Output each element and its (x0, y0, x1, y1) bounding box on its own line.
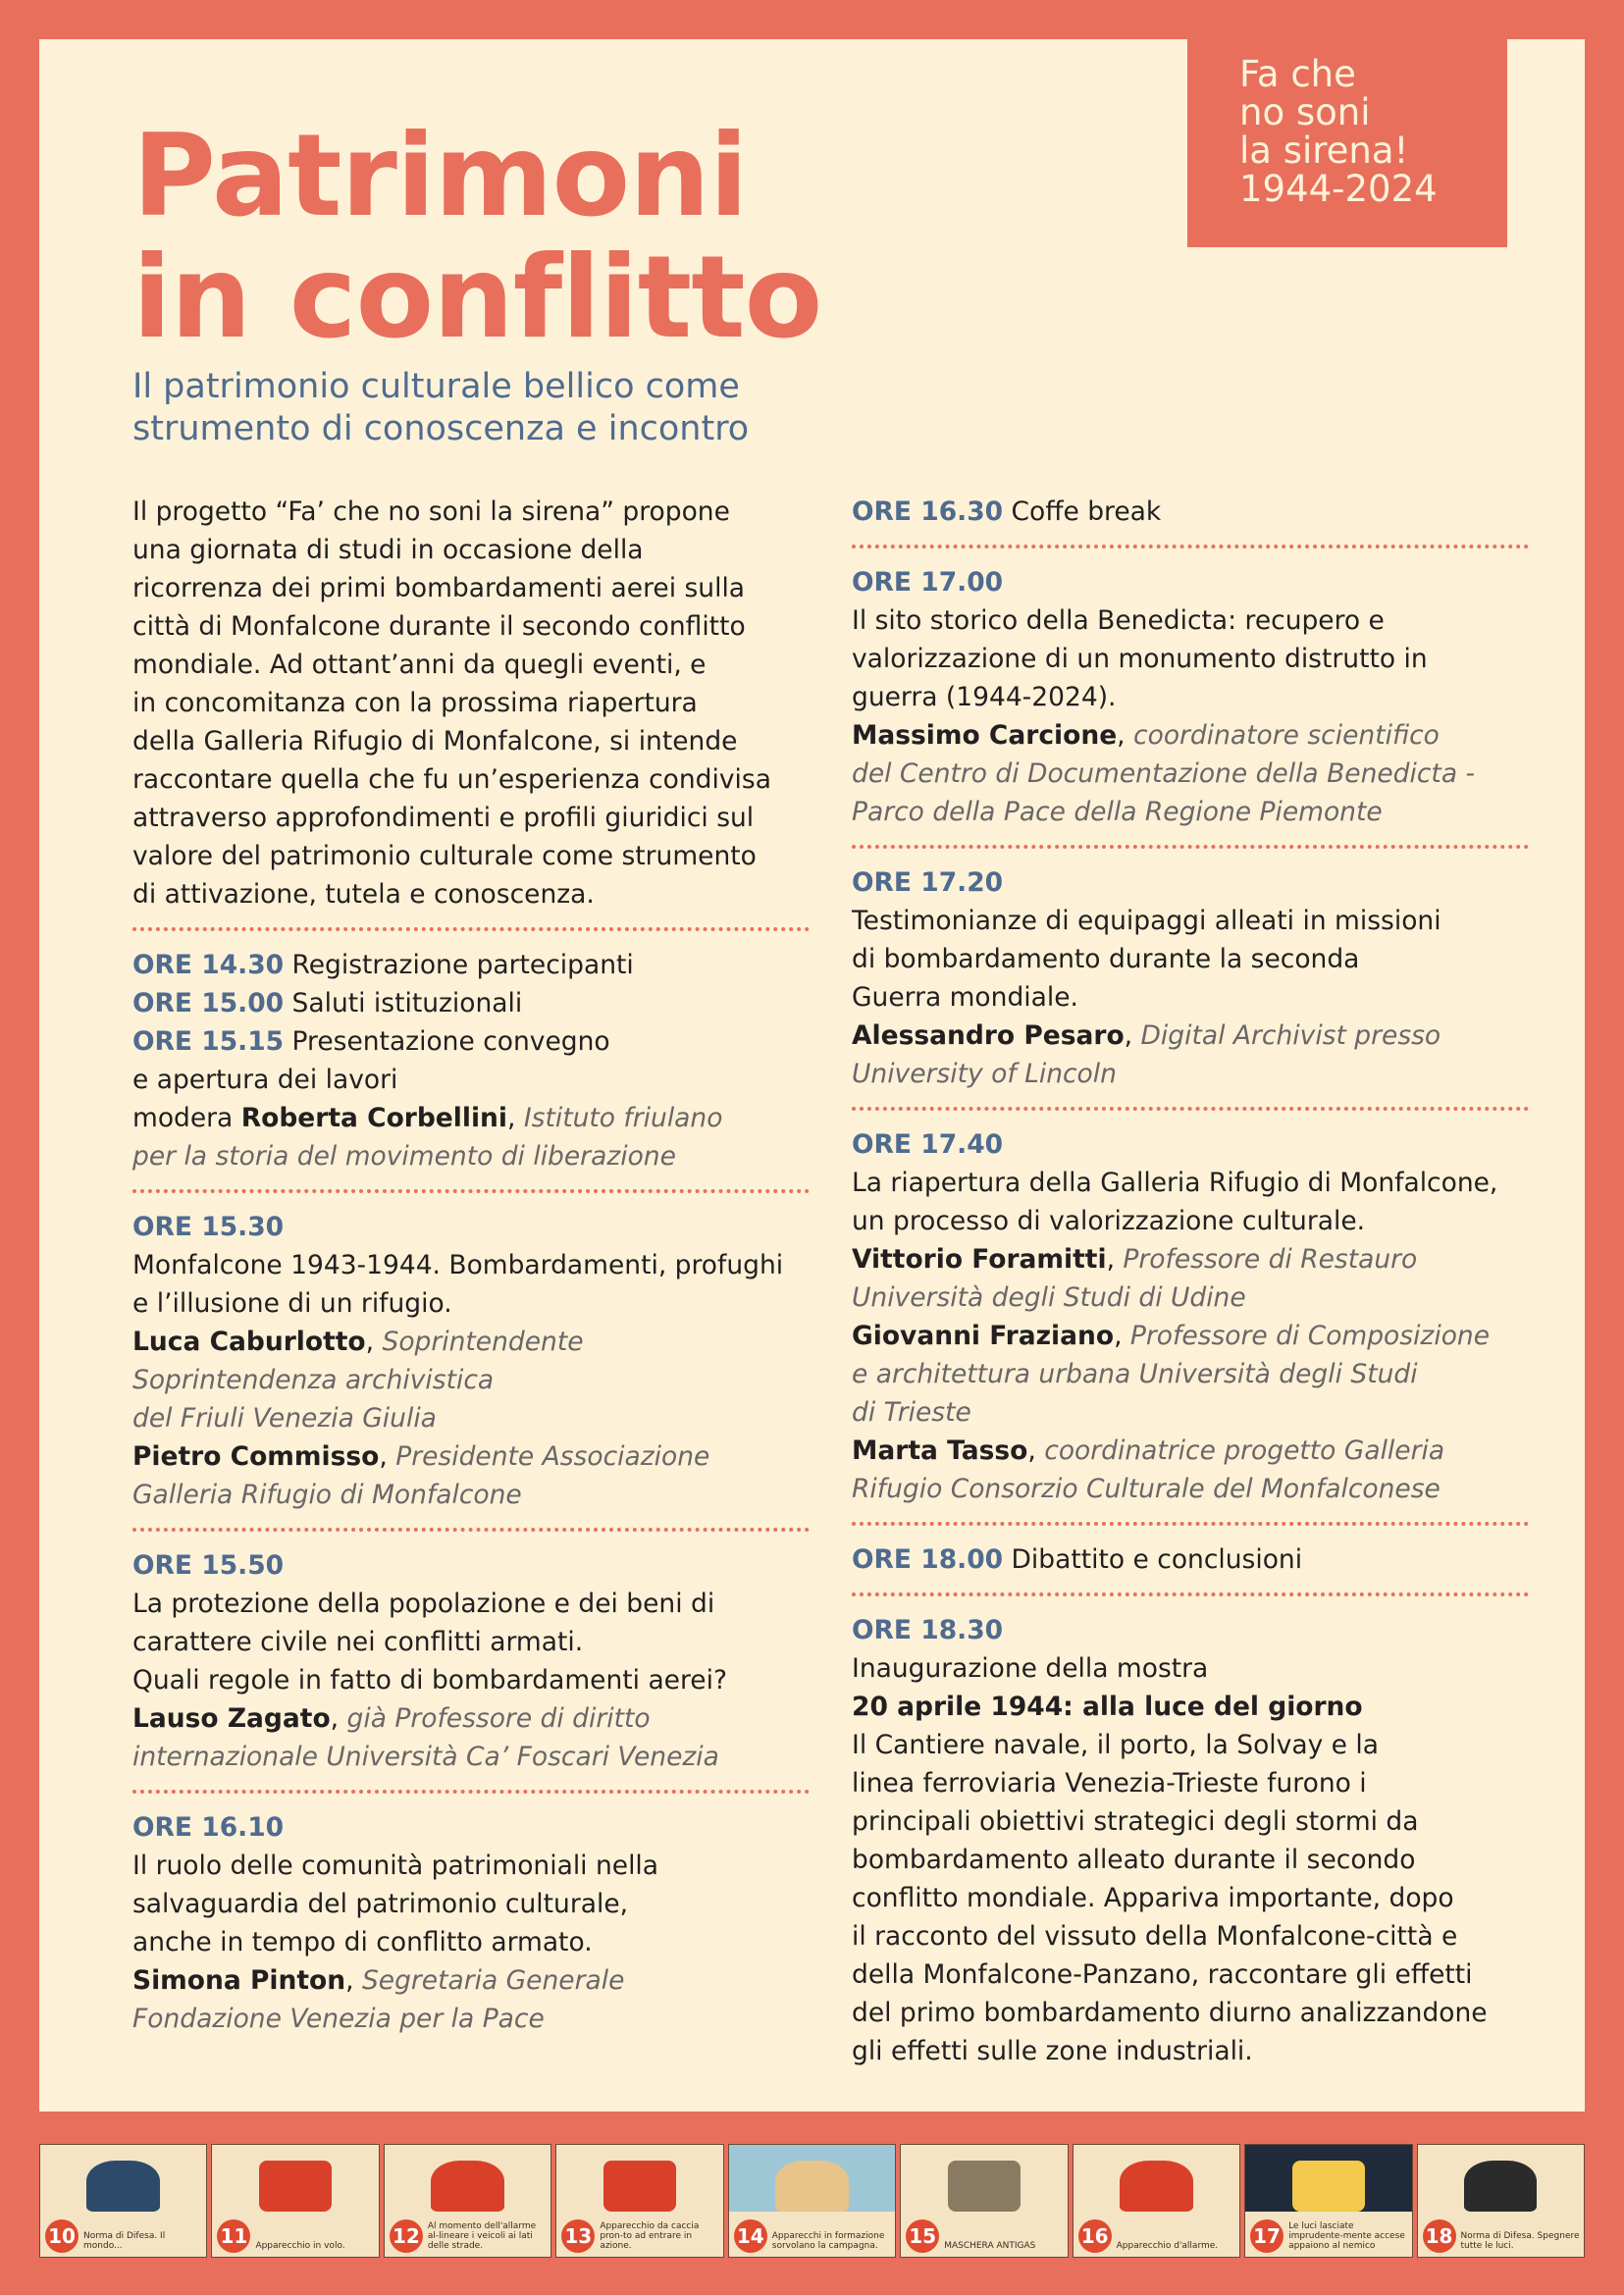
speaker-name: Vittorio Foramitti (852, 1244, 1107, 1275)
talk-title: valorizzazione di un monumento distrutto in (852, 644, 1428, 674)
time-label: ORE 16.30 (852, 496, 1004, 527)
intro-line: in concomitanza con la prossima riapertura (132, 688, 698, 718)
panel-figure (259, 2161, 333, 2212)
dotted-divider (132, 1528, 810, 1532)
schedule-block-1550: ORE 15.50 La protezione della popolazione e dei beni di carattere civile nei conflitti armati. Quali regole in fatto di bombardamenti aerei? Lauso Zagato, già Professore di diritto internazionale Università Ca’ Foscari Venezia (132, 1546, 810, 1776)
exhibition-text: bombardamento alleato durante il secondo (852, 1845, 1416, 1875)
right-column (852, 493, 1529, 2070)
speaker-name: Simona Pinton (132, 1965, 346, 1996)
talk-title: Guerra mondiale. (852, 982, 1078, 1013)
intro-line: Il progetto “Fa’ che no soni la sirena” propone (132, 496, 730, 527)
panel-figure (1292, 2161, 1366, 2212)
talk-title: Il sito storico della Benedicta: recupero e (852, 605, 1385, 636)
speaker-name: Marta Tasso (852, 1435, 1028, 1466)
intro-line: ricorrenza dei primi bombardamenti aerei sulla (132, 573, 746, 603)
illustration-panel (1417, 2144, 1585, 2258)
dotted-divider (132, 1790, 810, 1794)
panel-number: 13 (561, 2219, 595, 2253)
speaker-name: Pietro Commisso (132, 1441, 380, 1472)
talk-title: Monfalcone 1943-1944. Bombardamenti, profughi (132, 1250, 784, 1280)
speaker-role: coordinatore scientifico (1125, 720, 1440, 751)
dotted-divider (852, 1522, 1529, 1526)
title-line-1: Patrimoni (132, 110, 748, 242)
schedule-block-1740: ORE 17.40 La riapertura della Galleria Rifugio di Monfalcone, un processo di valorizzazione culturale. Vittorio Foramitti, Professore di Restauro Università degli Studi di Udine Giovanni Fraziano, Professore di Composizione e architettura urbana Università degli Studi di Trieste Marta Tasso, coordinatrice progetto Galleria Rifugio Consorzio Culturale del Monfalconese (852, 1125, 1529, 1508)
talk-title: anche in tempo di conflitto armato. (132, 1927, 593, 1957)
subtitle-line-1: Il patrimonio culturale bellico come (132, 367, 740, 406)
speaker-role: Università degli Studi di Udine (852, 1282, 1246, 1313)
time-label: ORE 15.30 (132, 1212, 285, 1242)
illustration-panel (1244, 2144, 1412, 2258)
intro-line: città di Monfalcone durante il secondo conflitto (132, 611, 746, 642)
talk-title: Testimonianze di equipaggi alleati in missioni (852, 906, 1441, 936)
schedule-block-opening: ORE 14.30 Registrazione partecipanti ORE 15.00 Saluti istituzionali ORE 15.15 Presentazione convegno e apertura dei lavori modera Roberta Corbellini, Istituto friulano per la storia del movimento di liberazione (132, 946, 810, 1175)
talk-title: di bombardamento durante la seconda (852, 944, 1360, 974)
intro-paragraph (132, 493, 810, 913)
dotted-divider (852, 845, 1529, 849)
dotted-divider (852, 1107, 1529, 1111)
badge-line: 1944-2024 (1239, 168, 1438, 210)
speaker-name: Giovanni Fraziano (852, 1321, 1115, 1351)
intro-line: attraverso approfondimenti e profili giuridici sul (132, 803, 755, 833)
speaker-role: Istituto friulano (515, 1103, 723, 1133)
illustration-panel (211, 2144, 379, 2258)
talk-title: Inaugurazione della mostra (852, 1653, 1209, 1684)
panel-figure (1464, 2161, 1538, 2212)
badge-line: la sirena! (1239, 130, 1409, 172)
talk-title: La riapertura della Galleria Rifugio di Monfalcone, (852, 1168, 1498, 1198)
panel-number: 11 (217, 2219, 250, 2253)
panel-caption: Al momento dell'allarme al-lineare i veicoli ai lati delle strade. (427, 2221, 537, 2251)
time-label: ORE 15.50 (132, 1550, 285, 1581)
event-text: Coffe break (1003, 496, 1162, 527)
time-label: ORE 15.15 (132, 1026, 285, 1057)
speaker-role: coordinatrice progetto Galleria (1035, 1435, 1445, 1466)
exhibition-title: 20 aprile 1944: alla luce del giorno (852, 1692, 1363, 1722)
talk-title: guerra (1944-2024). (852, 682, 1117, 712)
panel-caption: Apparecchio in volo. (255, 2241, 345, 2251)
speaker-role: già Professore di diritto (339, 1703, 651, 1734)
talk-title: Il ruolo delle comunità patrimoniali nella (132, 1851, 659, 1881)
panel-figure (603, 2161, 677, 2212)
exhibition-text: linea ferroviaria Venezia-Trieste furono i (852, 1768, 1367, 1799)
speaker-role: Digital Archivist presso (1132, 1020, 1441, 1051)
panel-figure (86, 2161, 160, 2212)
intro-line: valore del patrimonio culturale come strumento (132, 841, 757, 871)
exhibition-text: il racconto del vissuto della Monfalcone-città e (852, 1921, 1458, 1952)
exhibition-text: Il Cantiere navale, il porto, la Solvay e la (852, 1730, 1380, 1760)
dotted-divider (132, 1189, 810, 1193)
dotted-divider (132, 927, 810, 931)
speaker-role: Galleria Rifugio di Monfalcone (132, 1480, 522, 1510)
panel-figure (948, 2161, 1022, 2212)
speaker-name: Roberta Corbellini (240, 1103, 507, 1133)
exhibition-text: della Monfalcone-Panzano, raccontare gli effetti (852, 1959, 1473, 1990)
schedule-block-1800 (852, 1540, 1529, 1579)
schedule-block-1630 (852, 493, 1529, 531)
panel-caption: Le luci lasciate imprudente-mente accese appaiono al nemico (1288, 2221, 1405, 2251)
time-label: ORE 17.20 (852, 867, 1004, 898)
exhibition-text: principali obiettivi strategici degli stormi da (852, 1806, 1419, 1837)
schedule-block-1830 (852, 1611, 1529, 2070)
speaker-role: Presidente Associazione (387, 1441, 710, 1472)
speaker-role: Parco della Pace della Regione Piemonte (852, 797, 1383, 827)
talk-title: e l’illusione di un rifugio. (132, 1288, 452, 1319)
event-text: Registrazione partecipanti (284, 950, 634, 980)
schedule-block-1610: ORE 16.10 Il ruolo delle comunità patrimoniali nella salvaguardia del patrimonio culturale, anche in tempo di conflitto armato. Simona Pinton, Segretaria Generale Fondazione Venezia per la Pace (132, 1808, 810, 2038)
panel-figure (775, 2161, 849, 2212)
illustration-panel (728, 2144, 896, 2258)
speaker-role: Professore di Restauro (1115, 1244, 1418, 1275)
panel-caption: MASCHERA ANTIGAS (944, 2241, 1036, 2251)
left-column (132, 493, 810, 2038)
time-label: ORE 16.10 (132, 1812, 285, 1843)
exhibition-text: conflitto mondiale. Appariva importante, dopo (852, 1883, 1454, 1913)
time-label: ORE 17.40 (852, 1129, 1004, 1160)
panel-number: 10 (45, 2219, 79, 2253)
speaker-role: di Trieste (852, 1397, 971, 1428)
illustration-panel (384, 2144, 551, 2258)
speaker-role: Professore di Composizione (1122, 1321, 1491, 1351)
speaker-name: Alessandro Pesaro (852, 1020, 1125, 1051)
speaker-role: per la storia del movimento di liberazione (132, 1141, 676, 1172)
panel-caption: Norma di Difesa. Spegnere tutte le luci. (1460, 2231, 1580, 2251)
speaker-role: internazionale Università Ca’ Foscari Venezia (132, 1742, 719, 1772)
schedule-block-1720: ORE 17.20 Testimonianze di equipaggi alleati in missioni di bombardamento durante la seconda Guerra mondiale. Alessandro Pesaro, Digital Archivist presso University of Lincoln (852, 863, 1529, 1093)
speaker-role: del Centro di Documentazione della Benedicta - (852, 758, 1476, 789)
panel-number: 16 (1078, 2219, 1112, 2253)
panel-caption: Apparecchio d'allarme. (1116, 2241, 1219, 2251)
panel-number: 18 (1423, 2219, 1456, 2253)
speaker-role: University of Lincoln (852, 1059, 1117, 1089)
time-label: ORE 18.00 (852, 1544, 1004, 1575)
event-text: Presentazione convegno (284, 1026, 610, 1057)
intro-line: di attivazione, tutela e conoscenza. (132, 879, 595, 910)
illustration-panel (1073, 2144, 1240, 2258)
badge-line: Fa che (1239, 53, 1356, 95)
dotted-divider (852, 545, 1529, 548)
badge-line: no soni (1239, 91, 1371, 133)
exhibition-text: gli effetti sulle zone industriali. (852, 2036, 1253, 2066)
exhibition-text: del primo bombardamento diurno analizzandone (852, 1998, 1488, 2028)
talk-title: un processo di valorizzazione culturale. (852, 1206, 1366, 1236)
panel-number: 15 (906, 2219, 939, 2253)
speaker-role: e architettura urbana Università degli Studi (852, 1359, 1418, 1389)
illustration-panel (900, 2144, 1068, 2258)
panel-figure (1120, 2161, 1193, 2212)
schedule-block-1530: ORE 15.30 Monfalcone 1943-1944. Bombardamenti, profughi e l’illusione di un rifugio. Luca Caburlotto, Soprintendente Soprintendenza archivistica del Friuli Venezia Giulia Pietro Commisso, Presidente Associazione Galleria Rifugio di Monfalcone (132, 1208, 810, 1514)
intro-line: mondiale. Ad ottant’anni da quegli eventi, e (132, 650, 707, 680)
subtitle-line-2: strumento di conoscenza e incontro (132, 409, 750, 448)
panel-caption: Norma di Difesa. Il mondo... (83, 2231, 166, 2251)
illustration-strip (39, 2144, 1585, 2258)
speaker-name: Luca Caburlotto (132, 1327, 366, 1357)
talk-title: La protezione della popolazione e dei beni di (132, 1589, 715, 1619)
event-text: Saluti istituzionali (284, 988, 523, 1018)
page-title (132, 110, 822, 364)
illustration-panel (555, 2144, 723, 2258)
event-text: e apertura dei lavori (132, 1065, 398, 1095)
time-label: ORE 15.00 (132, 988, 285, 1018)
time-label: ORE 18.30 (852, 1615, 1004, 1645)
time-label: ORE 17.00 (852, 567, 1004, 598)
panel-number: 14 (734, 2219, 767, 2253)
intro-line: una giornata di studi in occasione della (132, 535, 644, 565)
speaker-role: Soprintendente (374, 1327, 584, 1357)
talk-title: Quali regole in fatto di bombardamenti aerei? (132, 1665, 728, 1695)
intro-line: della Galleria Rifugio di Monfalcone, si intende (132, 726, 738, 756)
speaker-role: Soprintendenza archivistica (132, 1365, 495, 1395)
panel-number: 17 (1250, 2219, 1283, 2253)
event-badge (1187, 39, 1507, 247)
dotted-divider (852, 1592, 1529, 1596)
speaker-role: Rifugio Consorzio Culturale del Monfalconese (852, 1474, 1441, 1504)
event-text: Dibattito e conclusioni (1003, 1544, 1303, 1575)
illustration-panel (39, 2144, 207, 2258)
speaker-name: Lauso Zagato (132, 1703, 331, 1734)
speaker-name: Massimo Carcione (852, 720, 1118, 751)
panel-number: 12 (390, 2219, 423, 2253)
speaker-role: Fondazione Venezia per la Pace (132, 2004, 545, 2034)
talk-title: carattere civile nei conflitti armati. (132, 1627, 584, 1657)
intro-line: raccontare quella che fu un’esperienza condivisa (132, 764, 771, 795)
panel-figure (431, 2161, 504, 2212)
title-line-2: in conflitto (132, 232, 822, 364)
panel-caption: Apparecchi in formazione sorvolano la campagna. (771, 2231, 885, 2251)
talk-title: salvaguardia del patrimonio culturale, (132, 1889, 629, 1919)
schedule-block-1700: ORE 17.00 Il sito storico della Benedicta: recupero e valorizzazione di un monumento distrutto in guerra (1944-2024). Massimo Carcione, coordinatore scientifico del Centro di Documentazione della Benedicta - Parco della Pace della Regione Piemonte (852, 563, 1529, 831)
speaker-role: Segretaria Generale (353, 1965, 625, 1996)
speaker-role: del Friuli Venezia Giulia (132, 1403, 437, 1434)
time-label: ORE 14.30 (132, 950, 285, 980)
modera-prefix: modera (132, 1103, 241, 1133)
page-subtitle (132, 366, 917, 450)
panel-caption: Apparecchio da caccia pron-to ad entrare in azione. (600, 2221, 700, 2251)
